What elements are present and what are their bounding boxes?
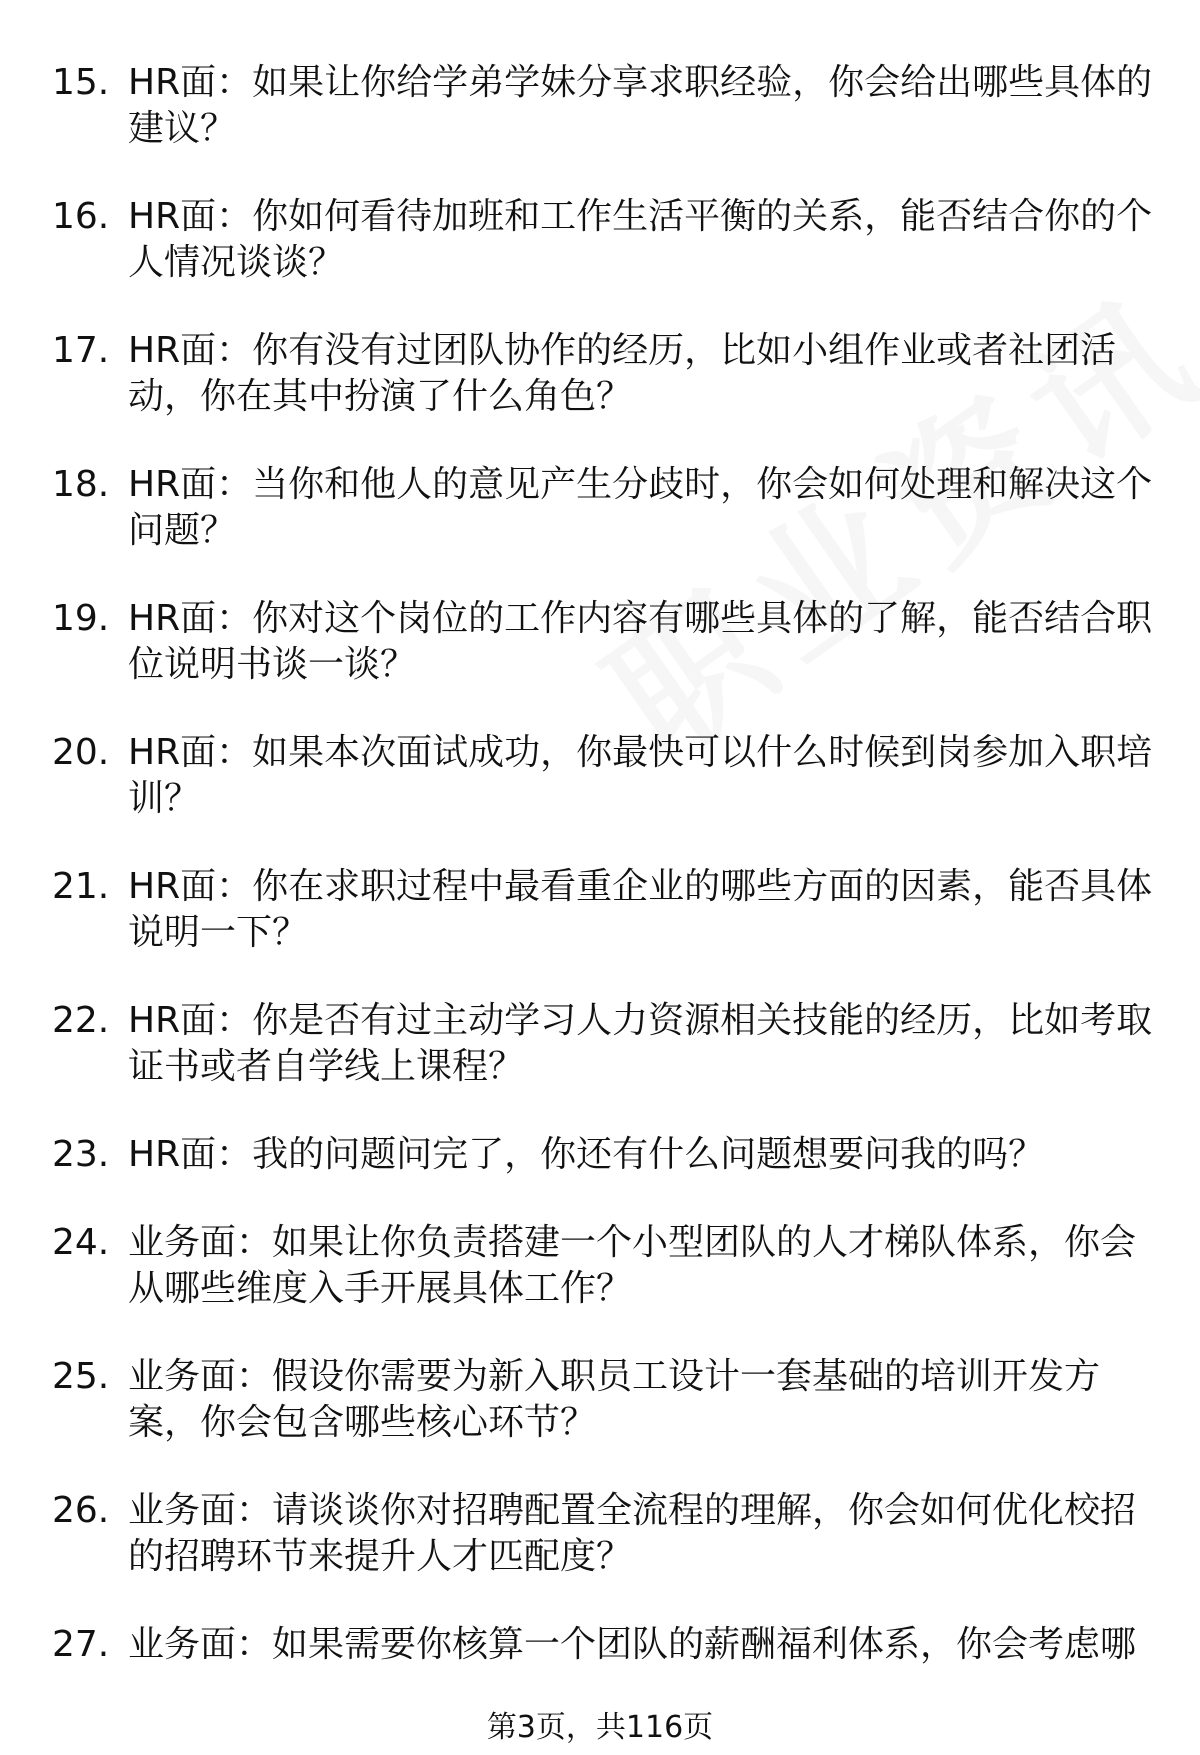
question-number: 24. (52, 1222, 110, 1263)
question-text: 业务面：如果需要你核算一个团队的薪酬福利体系，你会考虑哪 (128, 1624, 1137, 1665)
question-text: HR面：当你和他人的意见产生分歧时，你会如何处理和解决这个问题？ (128, 464, 1153, 551)
question-text: HR面：如果本次面试成功，你最快可以什么时候到岗参加入职培训？ (128, 732, 1153, 819)
question-text: HR面：你对这个岗位的工作内容有哪些具体的了解，能否结合职位说明书谈一谈？ (128, 598, 1153, 685)
question-number: 19. (52, 598, 110, 639)
question-text: HR面：如果让你给学弟学妹分享求职经验，你会给出哪些具体的建议？ (128, 62, 1153, 149)
list-item (52, 864, 1162, 956)
question-text: 业务面：假设你需要为新入职员工设计一套基础的培训开发方案，你会包含哪些核心环节？ (128, 1356, 1101, 1443)
question-text: 业务面：请谈谈你对招聘配置全流程的理解，你会如何优化校招的招聘环节来提升人才匹配度？ (128, 1490, 1137, 1577)
list-item (52, 1354, 1162, 1446)
question-text: HR面：我的问题问完了，你还有什么问题想要问我的吗？ (128, 1134, 1045, 1175)
question-number: 25. (52, 1356, 110, 1397)
page-footer: 第3页，共116页 (486, 1710, 714, 1745)
question-number: 15. (52, 62, 110, 103)
list-item (52, 730, 1162, 822)
question-number: 17. (52, 330, 110, 371)
list-item (52, 328, 1162, 420)
list-item (52, 194, 1162, 286)
list-item (52, 1132, 1162, 1178)
list-item (52, 1220, 1162, 1312)
list-item (52, 596, 1162, 688)
question-list (52, 60, 1162, 1710)
list-item (52, 1622, 1162, 1668)
question-text: HR面：你有没有过团队协作的经历，比如小组作业或者社团活动，你在其中扮演了什么角色？ (128, 330, 1117, 417)
question-number: 16. (52, 196, 110, 237)
question-text: HR面：你如何看待加班和工作生活平衡的关系，能否结合你的个人情况谈谈？ (128, 196, 1153, 283)
question-number: 18. (52, 464, 110, 505)
list-item (52, 998, 1162, 1090)
question-number: 26. (52, 1490, 110, 1531)
question-number: 23. (52, 1134, 110, 1175)
question-text: HR面：你是否有过主动学习人力资源相关技能的经历，比如考取证书或者自学线上课程？ (128, 1000, 1153, 1087)
list-item (52, 462, 1162, 554)
list-item (52, 60, 1162, 152)
question-number: 27. (52, 1624, 110, 1665)
list-item (52, 1488, 1162, 1580)
question-number: 21. (52, 866, 110, 907)
question-number: 20. (52, 732, 110, 773)
question-number: 22. (52, 1000, 110, 1041)
question-text: 业务面：如果让你负责搭建一个小型团队的人才梯队体系，你会从哪些维度入手开展具体工作？ (128, 1222, 1137, 1309)
question-text: HR面：你在求职过程中最看重企业的哪些方面的因素，能否具体说明一下？ (128, 866, 1153, 953)
